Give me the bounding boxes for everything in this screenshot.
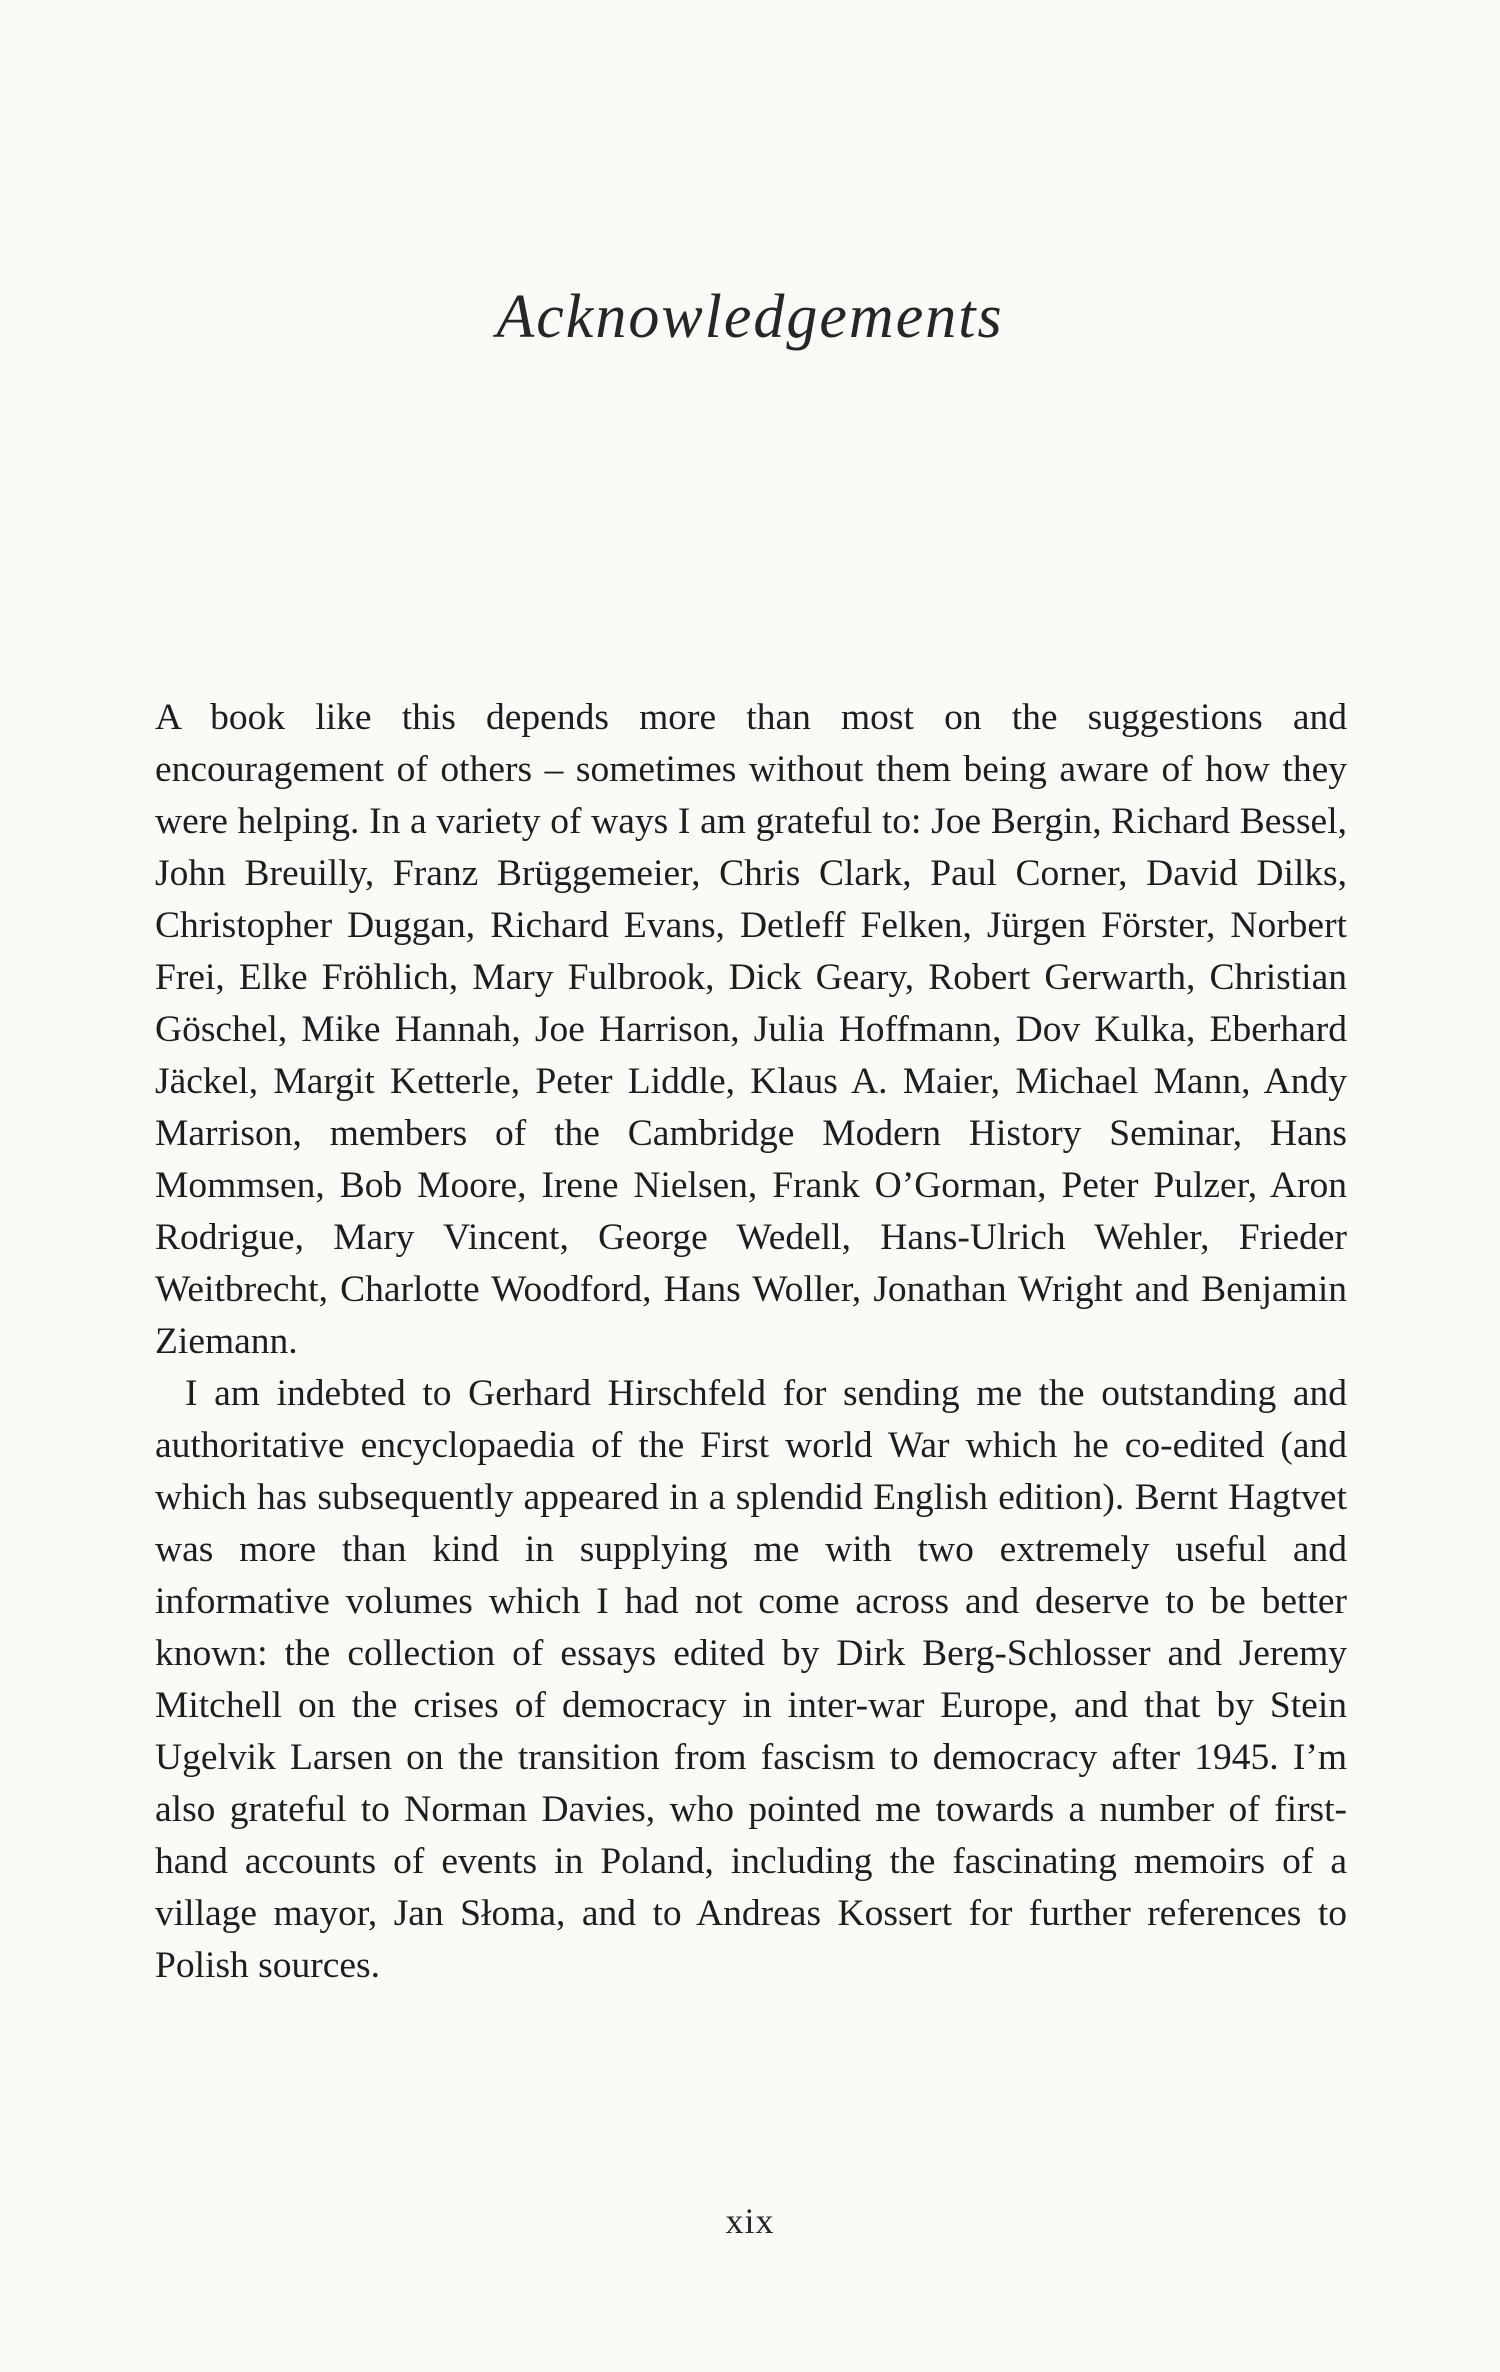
acknowledgements-body	[155, 692, 1347, 1992]
page-number: xix	[725, 2201, 775, 2241]
paragraph: I am indebted to Gerhard Hirschfeld for sending me the outstanding and authoritative encyclopaedia of the First world War which he co-edited (and which has subsequently appeared in a splendid English edition). Bernt Hagtvet was more than kind in supplying me with two extremely useful and informative volumes which I had not come across and deserve to be better known: the collection of essays edited by Dirk Berg-Schlosser and Jeremy Mitchell on the crises of democracy in inter-war Europe, and that by Stein Ugelvik Larsen on the transition from fascism to democracy after 1945. I’m also grateful to Norman Davies, who pointed me towards a number of first-hand accounts of events in Poland, including the fascinating memoirs of a village mayor, Jan Słoma, and to Andreas Kossert for further references to Polish sources.	[155, 1373, 1347, 1986]
paragraph: A book like this depends more than most on the suggestions and encouragement of others – sometimes without them being aware of how they were helping. In a variety of ways I am grateful to: Joe Bergin, Richard Bessel, John Breuilly, Franz Brüggemeier, Chris Clark, Paul Corner, David Dilks, Christopher Duggan, Richard Evans, Detleff Felken, Jürgen Förster, Norbert Frei, Elke Fröhlich, Mary Fulbrook, Dick Geary, Robert Gerwarth, Christian Göschel, Mike Hannah, Joe Harrison, Julia Hoffmann, Dov Kulka, Eberhard Jäckel, Margit Ketterle, Peter Liddle, Klaus A. Maier, Michael Mann, Andy Marrison, members of the Cambridge Modern History Seminar, Hans Mommsen, Bob Moore, Irene Nielsen, Frank O’Gorman, Peter Pulzer, Aron Rodrigue, Mary Vincent, George Wedell, Hans-Ulrich Wehler, Frieder Weitbrecht, Charlotte Woodford, Hans Woller, Jonathan Wright and Benjamin Ziemann.	[155, 697, 1347, 1362]
page-title: Acknowledgements	[496, 283, 1004, 351]
